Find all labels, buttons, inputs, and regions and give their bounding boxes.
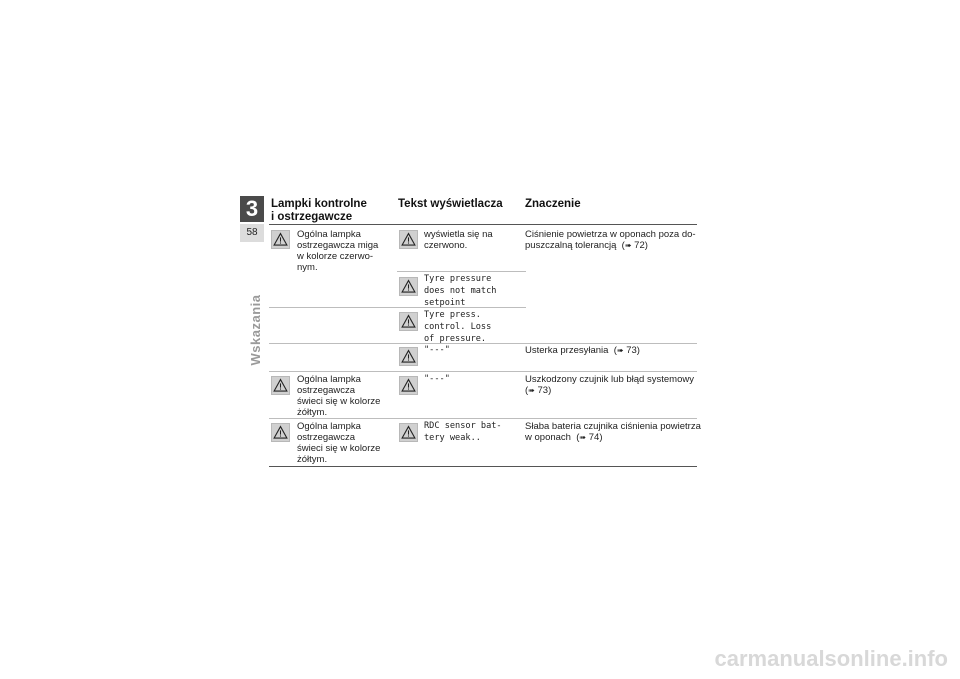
meaning-text-line: Ciśnienie powietrza w oponach poza do- bbox=[525, 229, 696, 240]
page-ref-arrow-icon: ➠ bbox=[528, 386, 535, 395]
page-reference[interactable]: 72 bbox=[634, 240, 645, 251]
warning-triangle-icon bbox=[399, 312, 418, 331]
page-ref-arrow-icon: ➠ bbox=[624, 241, 632, 250]
lamp-text-line: świeci się w kolorze bbox=[297, 396, 381, 407]
meaning-description bbox=[525, 421, 701, 443]
display-message-line: does not match bbox=[424, 286, 497, 296]
warning-triangle-icon bbox=[271, 376, 290, 395]
display-message bbox=[424, 309, 491, 345]
lamp-text-line: świeci się w kolorze bbox=[297, 443, 381, 454]
display-message-line: control. Loss bbox=[424, 322, 492, 332]
row-divider bbox=[397, 271, 526, 272]
warning-triangle-icon bbox=[399, 423, 418, 442]
section-side-label: Wskazania bbox=[248, 294, 263, 366]
lamp-text-line: w kolorze czerwo- bbox=[297, 251, 374, 262]
row-divider bbox=[269, 418, 697, 419]
header-lamps bbox=[271, 198, 367, 224]
lamp-text-line: żółtym. bbox=[297, 454, 328, 465]
display-description bbox=[424, 229, 493, 251]
row-divider bbox=[269, 371, 697, 372]
page-reference[interactable]: 73 bbox=[537, 385, 549, 396]
lamp-text-line: ostrzegawcza bbox=[297, 385, 356, 396]
warning-triangle-icon bbox=[271, 423, 290, 442]
meaning-text-line: (➠ 73) bbox=[525, 385, 552, 396]
warning-triangle-icon bbox=[399, 347, 418, 366]
lamp-text-line: nym. bbox=[297, 262, 318, 273]
display-message-line: setpoint bbox=[424, 298, 466, 308]
page-ref-arrow-icon: ➠ bbox=[616, 346, 624, 355]
table-bottom-divider bbox=[269, 466, 697, 467]
page-number: 58 bbox=[240, 224, 264, 242]
meaning-description bbox=[525, 345, 640, 356]
row-divider bbox=[269, 307, 526, 308]
warning-triangle-icon bbox=[399, 277, 418, 296]
watermark: carmanualsonline.info bbox=[714, 646, 948, 671]
meaning-text-line: w oponach (➠ 74) bbox=[525, 432, 603, 443]
chapter-number: 3 bbox=[240, 196, 264, 222]
warning-triangle-icon bbox=[399, 230, 418, 249]
lamp-text-line: Ogólna lampka bbox=[297, 374, 361, 385]
lamp-text-line: ostrzegawcza miga bbox=[297, 240, 379, 251]
header-display-text: Tekst wyświetlacza bbox=[398, 198, 503, 210]
display-message bbox=[424, 273, 496, 309]
page-reference[interactable]: 73 bbox=[626, 345, 637, 356]
row-divider bbox=[269, 343, 697, 344]
lamp-text-line: żółtym. bbox=[297, 407, 328, 418]
lamp-text-line: ostrzegawcza bbox=[297, 432, 356, 443]
display-message: "---" bbox=[424, 374, 450, 384]
meaning-text-line: Usterka przesyłania (➠ 73) bbox=[525, 345, 640, 356]
page-ref-arrow-icon: ➠ bbox=[579, 433, 587, 442]
display-message-line: of pressure. bbox=[424, 334, 487, 344]
meaning-description bbox=[525, 229, 696, 251]
display-message: "---" bbox=[424, 345, 450, 355]
meaning-description bbox=[525, 374, 694, 396]
display-message bbox=[424, 420, 502, 444]
lamp-description bbox=[297, 421, 380, 465]
display-message-line: Tyre press. bbox=[424, 310, 481, 320]
display-text-line: wyświetla się na bbox=[424, 229, 493, 240]
lamp-text-line: Ogólna lampka bbox=[297, 229, 361, 240]
meaning-text-line: Słaba bateria czujnika ciśnienia powietrza bbox=[525, 421, 701, 432]
header-lamps-line1: Lampki kontrolne bbox=[271, 198, 367, 210]
page-reference[interactable]: 74 bbox=[588, 432, 600, 443]
header-meaning: Znaczenie bbox=[525, 198, 581, 210]
header-lamps-line2: i ostrzegawcze bbox=[271, 211, 353, 223]
lamp-text-line: Ogólna lampka bbox=[297, 421, 361, 432]
warning-triangle-icon bbox=[399, 376, 418, 395]
header-divider bbox=[269, 224, 697, 225]
display-message-line: RDC sensor bat- bbox=[424, 421, 502, 431]
display-message-line: tery weak.. bbox=[424, 433, 481, 443]
lamp-description bbox=[297, 229, 378, 273]
meaning-text-line: Uszkodzony czujnik lub błąd systemowy bbox=[525, 374, 694, 385]
lamp-description bbox=[297, 374, 380, 418]
warning-triangle-icon bbox=[271, 230, 290, 249]
display-message-line: Tyre pressure bbox=[424, 274, 492, 284]
meaning-text-line: puszczalną tolerancją (➠ 72) bbox=[525, 240, 648, 251]
display-text-line: czerwono. bbox=[424, 240, 468, 251]
